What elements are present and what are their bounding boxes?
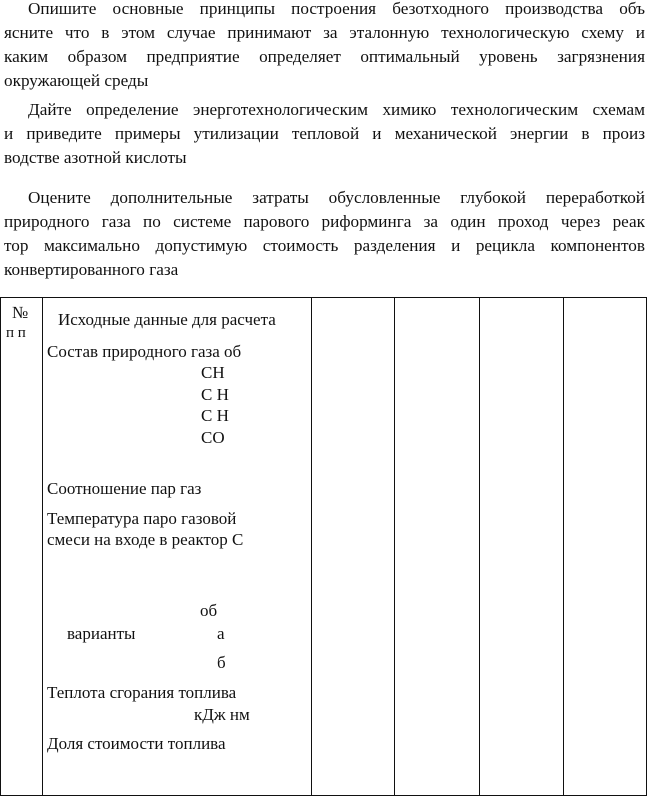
fuel-cost-share-label: Доля стоимости топлива (47, 734, 226, 753)
variant-b: б (217, 653, 226, 672)
component-c2h: С Н (201, 385, 229, 404)
data-table (0, 297, 647, 796)
table-col-border (563, 297, 564, 796)
question-1-line-4: окружающей среды (4, 71, 149, 90)
variant-a: а (217, 624, 225, 643)
steam-gas-ratio-label: Соотношение пар газ (47, 479, 202, 498)
question-2 (4, 98, 645, 170)
temperature-label-2: смеси на входе в реактор С (47, 530, 244, 549)
component-c3h: С Н (201, 406, 229, 425)
question-3-line-2: природного газа по системе парового риформинга за один проход через реак (4, 212, 645, 231)
table-col-border (42, 297, 43, 796)
question-3 (4, 186, 645, 282)
question-1-line-2: ясните что в этом случае принимают за эталонную технологическую схему и (4, 23, 645, 42)
variants-label: варианты (67, 624, 136, 643)
temperature-label: Температура паро газовой (47, 509, 237, 528)
component-ch: СН (201, 363, 225, 382)
component-co: СО (201, 428, 225, 447)
table-top-border (0, 297, 647, 298)
question-2-line-1: Дайте определение энерготехнологическим химико технологическим схемам (28, 100, 645, 119)
question-1-line-3: каким образом предприятие определяет оптимальный уровень загрязнения (4, 47, 645, 66)
table-col-border (394, 297, 395, 796)
unit-ob: об (200, 601, 218, 620)
num-header-sub: п п (6, 325, 26, 341)
heat-of-combustion-label: Теплота сгорания топлива (47, 683, 237, 702)
table-col-border (646, 297, 647, 796)
table-col-border (311, 297, 312, 796)
question-1 (4, 0, 645, 93)
question-2-line-2: и приведите примеры утилизации тепловой и механической энергии в произ (4, 124, 645, 143)
question-2-line-3: водстве азотной кислоты (4, 148, 187, 167)
question-3-line-3: тор максимально допустимую стоимость разделения и рецикла компонентов (4, 236, 645, 255)
num-header: № (12, 303, 29, 322)
question-3-line-1: Оцените дополнительные затраты обусловленные глубокой переработкой (28, 188, 645, 207)
gas-composition-label: Состав природного газа об (47, 342, 242, 361)
table-col-border (0, 297, 1, 796)
table-col-border (479, 297, 480, 796)
question-1-line-1: Опишите основные принципы построения безотходного производства объ (28, 0, 645, 18)
heat-unit: кДж нм (194, 705, 250, 724)
question-3-line-4: конвертированного газа (4, 260, 179, 279)
table-header: Исходные данные для расчета (58, 310, 276, 329)
table-bottom-border (0, 795, 647, 796)
